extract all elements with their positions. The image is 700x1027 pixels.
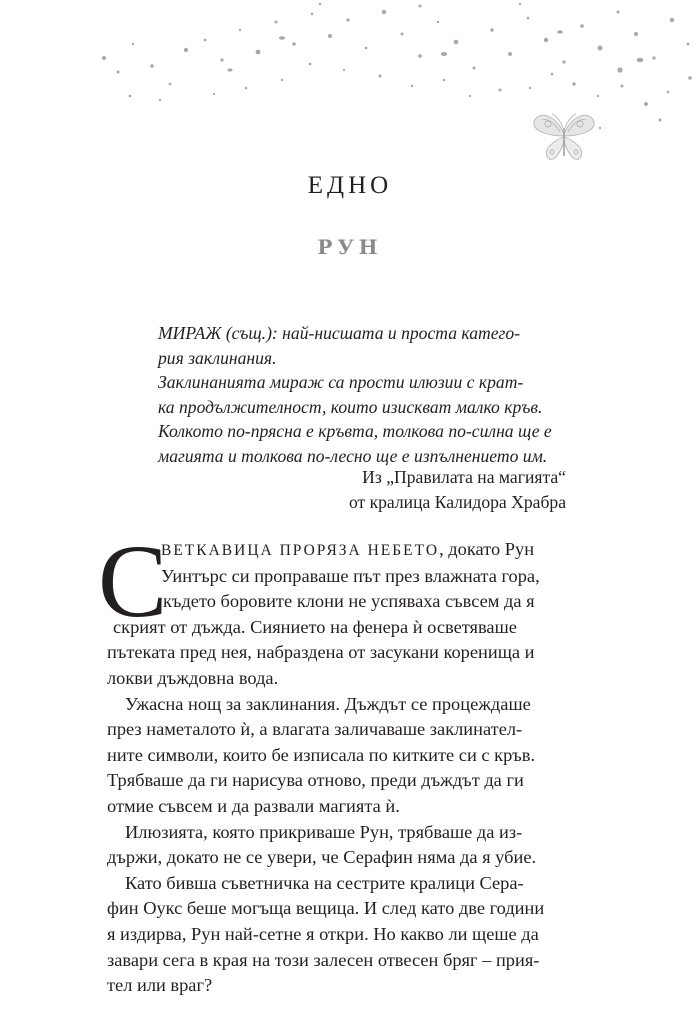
body-line-opening xyxy=(107,537,593,564)
body-line: отмие съвсем и да развали магията ѝ. xyxy=(107,795,400,816)
moth-illustration xyxy=(528,104,600,168)
epigraph-line: Колкото по-прясна е кръвта, толкова по-силна ще е xyxy=(158,421,552,441)
epigraph-line: рия заклинания. xyxy=(158,347,277,368)
body-line: Илюзията, която прикриваше Рун, трябваше да из- xyxy=(125,821,523,842)
body-line: тел или враг? xyxy=(107,975,213,996)
chapter-body xyxy=(107,537,593,999)
body-line: пътеката пред нея, набраздена от засукани коренища и xyxy=(107,642,535,663)
body-line: я издирва, Рун най-сетне я откри. Но какво ли щеше да xyxy=(107,923,539,944)
opening-small-caps: ВЕТКАВИЦА ПРОРЯЗА НЕБЕТО xyxy=(161,542,440,559)
epigraph-line: МИРАЖ (същ.): най-нисшата и проста катего- xyxy=(158,323,521,343)
source-line: Из „Правилата на магията“ xyxy=(362,467,566,487)
source-line: от кралица Калидора Храбра xyxy=(348,491,566,512)
epigraph xyxy=(158,321,566,468)
opening-rest: , докато Рун xyxy=(439,539,535,559)
epigraph-line: магията и толкова по-лесно ще е изпълнението им. xyxy=(158,445,548,466)
epigraph-line: ка продължителност, които изискват малко кръв. xyxy=(158,396,543,417)
body-line: локви дъждовна вода. xyxy=(107,667,279,688)
chapter-character-name: РУН xyxy=(317,235,383,259)
epigraph-line: Заклинанията мираж са прости илюзии с крат- xyxy=(158,372,524,392)
body-line: където боровите клони не успяваха съвсем да я xyxy=(163,591,535,612)
body-line: скрият от дъжда. Сиянието на фенера ѝ осветяваше xyxy=(113,616,517,637)
chapter-number: ЕДНО xyxy=(307,172,393,199)
body-line: Трябваше да ги нарисува отново, преди дъждът да ги xyxy=(107,770,524,791)
body-line: Уинтърс си проправаше път през влажната гора, xyxy=(161,565,540,586)
body-line: Ужасна нощ за заклинания. Дъждът се процеждаше xyxy=(125,693,531,714)
body-line: държи, докато не се увери, че Серафин няма да я убие. xyxy=(107,847,537,868)
drop-cap: С xyxy=(98,524,168,639)
body-line: ните символи, които бе изписала по китките си с кръв. xyxy=(107,744,536,765)
epigraph-source xyxy=(349,465,566,514)
body-line: Като бивша съветничка на сестрите кралици Сера- xyxy=(125,872,524,893)
body-line: през наметалото ѝ, а влагата заличаваше заклинател- xyxy=(107,719,523,740)
body-line: фин Оукс беше могъща вещица. И след като две години xyxy=(107,898,545,919)
body-line: завари сега в края на този залесен отвесен бряг – прия- xyxy=(107,949,540,970)
